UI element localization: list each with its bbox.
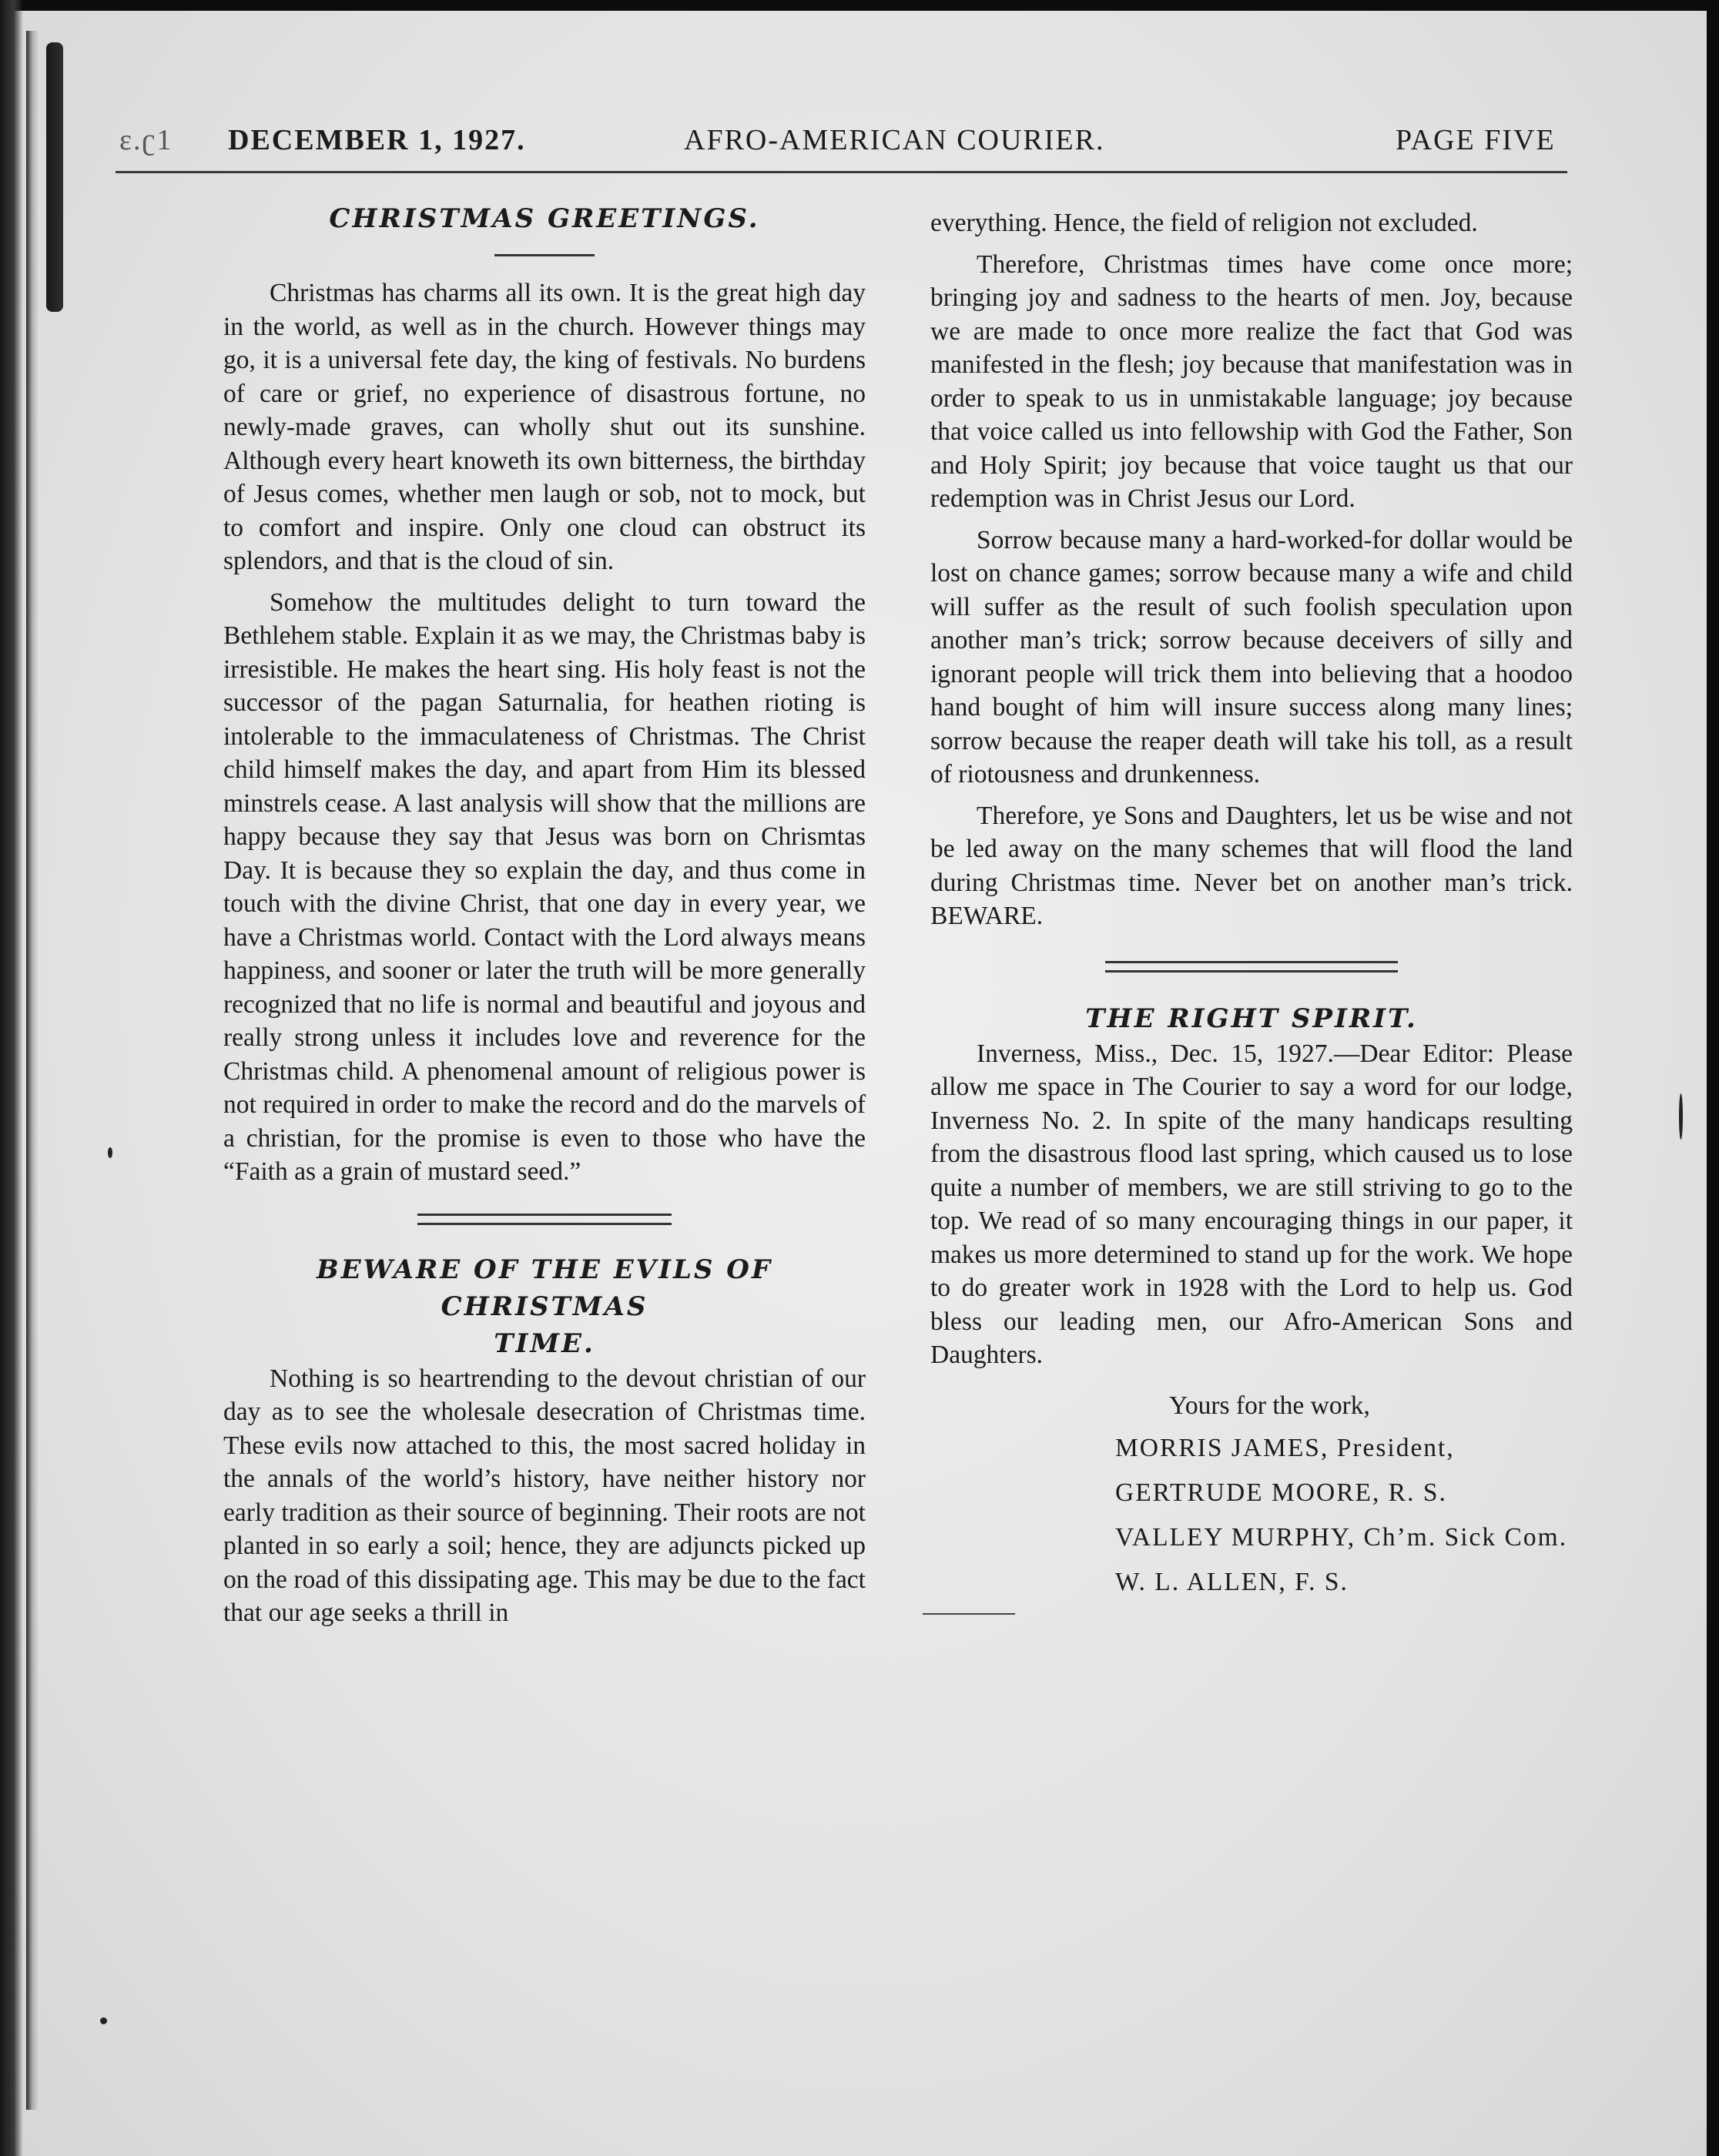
masthead [0, 123, 1719, 169]
signature-line: MORRIS JAMES, President, [1115, 1434, 1455, 1462]
article-paragraph: Therefore, ye Sons and Daughters, let us be wise and not be led away on the many schemes that will flood the land during Christmas time. Never bet on another man’s trick. BEWARE. [930, 801, 1573, 930]
scan-border-right [1707, 0, 1719, 2156]
article-divider [417, 1214, 672, 1225]
article-paragraph: Somehow the multitudes delight to turn toward the Bethlehem stable. Explain it as we may, the Christmas baby is irresistible. He makes the heart sing. His holy feast is not the successor of the pagan Saturnalia, for heathen rioting is intolerable to the immaculateness of Christmas. The Christ child himself makes the day, and apart from Him its blessed minstrels cease. A last analysis will show that the millions are happy because they say that Jesus was born on Chrismtas Day. It is because they so explain the day, and thus come in touch with the divine Christ, that one day in every year, we have a Christmas world. Contact with the Lord always means happiness, and sooner or later the truth will be more generally recognized that no life is normal and beautiful and joyous and really strong unless it includes love and reverence for the Christmas child. A phenomenal amount of religious power is not required in order to make the record and do the marvels of a christian, for the promise is even to those who have the “Faith as a grain of mustard seed.” [223, 588, 866, 1186]
scan-speck [108, 1147, 112, 1158]
beware-heading-line-1: BEWARE OF THE EVILS OF CHRISTMAS [316, 1254, 773, 1322]
beware-heading [223, 1251, 866, 1362]
article-paragraph: Therefore, Christmas times have come once more; bringing joy and sadness to the hearts of men. Joy, because we are made to once more realize the fact that God was manifested in the flesh; joy because that manifestation was in order to speak to us in unmistakable language; joy because that voice called us into fellowship with God the Father, Son and Holy Spirit; joy because that voice taught us that our redemption was in Christ Jesus our Lord. [930, 249, 1573, 513]
scan-speck [1679, 1093, 1683, 1140]
right-column [930, 206, 1573, 1615]
article-divider [1105, 961, 1398, 973]
article-paragraph: Christmas has charms all its own. It is the great high day in the world, as well as in the church. However things may go, it is a universal fete day, the king of festivals. No burdens of care or grief, no experience of disastrous fortune, no newly-made graves, can wholly shut out its sunshine. Although every heart knoweth its own bitterness, the birthday of Jesus comes, whether men laugh or sob, not to mock, but to comfort and inspire. Only one cloud can obstruct its splendors, and that is the cloud of sin. [223, 279, 866, 575]
right-spirit-heading: THE RIGHT SPIRIT. [1085, 1003, 1418, 1034]
page-number: PAGE FIVE [1396, 124, 1556, 156]
newspaper-title: AFRO-AMERICAN COURIER. [684, 124, 1105, 156]
masthead-corner-mark: ɛ.ʗ1 [119, 124, 173, 156]
christmas-greetings-heading: CHRISTMAS GREETINGS. [329, 203, 760, 234]
beware-heading-line-2: TIME. [494, 1327, 595, 1359]
article-paragraph: Nothing is so heartrending to the devout christian of our day as to see the wholesale desecration of Christmas time. These evils now attached to this, the most sacred holiday in the annals of the world’s history, have neither history nor early tradition as their source of beginning. Their roots are not planted in so early a soil; hence, they are adjuncts picked up on the road of this dissipating age. This may be due to the fact that our age seeks a thrill in [223, 1364, 866, 1627]
masthead-rule [116, 171, 1567, 173]
article-paragraph-continued: everything. Hence, the field of religion not excluded. [930, 209, 1478, 237]
issue-date: DECEMBER 1, 1927. [228, 124, 526, 156]
binding-shadow [26, 31, 39, 2110]
signature-line: GERTRUDE MOORE, R. S. [1115, 1478, 1447, 1507]
section-divider [494, 254, 595, 256]
signature-block [930, 1389, 1573, 1602]
letter-closing: Yours for the work, [1169, 1391, 1370, 1420]
signature-line: VALLEY MURPHY, Ch’m. Sick Com. [1115, 1523, 1568, 1552]
scan-border-top [0, 0, 1719, 11]
signature-line: W. L. ALLEN, F. S. [1115, 1568, 1349, 1596]
scan-speck [100, 2017, 107, 2024]
left-column [223, 200, 866, 1630]
scan-border-left [0, 0, 23, 2156]
binding-mark [46, 42, 63, 312]
article-paragraph: Sorrow because many a hard-worked-for dollar would be lost on chance games; sorrow because many a wife and child will suffer as the result of such foolish speculation upon another man’s trick; sorrow because deceivers of silly and ignorant people will trick them into believing that a hoodoo hand bought of him will insure success along many lines; sorrow because the reaper death will take his toll, as a result of riotousness and drunkenness. [930, 525, 1573, 788]
letter-paragraph: Inverness, Miss., Dec. 15, 1927.—Dear Editor: Please allow me space in The Courier to say a word for our lodge, Inverness No. 2. In spite of the many handicaps resulting from the disastrous flood last spring, which caused us to lose quite a number of members, we are still striving to go to the top. We read of so many encouraging things in our paper, it makes us more determined to stand up for the work. We hope to do greater work in 1928 with the Lord to help us. God bless our leading men, our Afro-American Sons and Daughters. [930, 1039, 1573, 1369]
column-end-rule [923, 1613, 1015, 1615]
